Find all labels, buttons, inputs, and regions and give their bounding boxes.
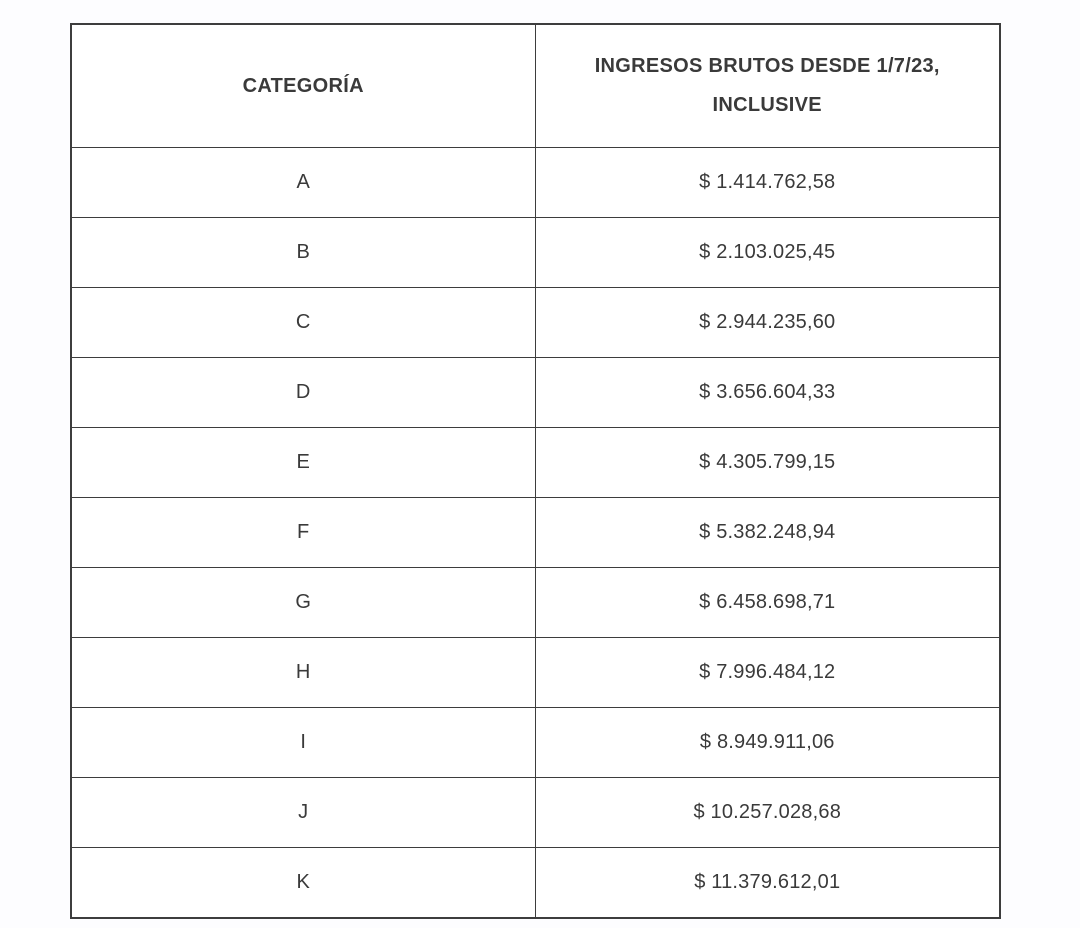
- table-row: [71, 428, 1000, 498]
- cell-category: B: [71, 218, 535, 288]
- cell-category: I: [71, 708, 535, 778]
- table-row: [71, 498, 1000, 568]
- table-row: [71, 638, 1000, 708]
- table-row: [71, 708, 1000, 778]
- table-row: [71, 218, 1000, 288]
- cell-amount: $ 2.103.025,45: [535, 218, 1000, 288]
- cell-amount: $ 2.944.235,60: [535, 288, 1000, 358]
- cell-category: A: [71, 148, 535, 218]
- column-header-ingresos-brutos: [535, 24, 1000, 148]
- table-header-row: [71, 24, 1000, 148]
- cell-category: J: [71, 778, 535, 848]
- table-row: [71, 288, 1000, 358]
- cell-amount: $ 7.996.484,12: [535, 638, 1000, 708]
- cell-amount: $ 8.949.911,06: [535, 708, 1000, 778]
- column-header-ingresos-brutos-line2: INCLUSIVE: [712, 94, 822, 116]
- cell-amount: $ 1.414.762,58: [535, 148, 1000, 218]
- table-body: [71, 148, 1000, 919]
- table-row: [71, 358, 1000, 428]
- cell-category: E: [71, 428, 535, 498]
- table-header: [71, 24, 1000, 148]
- table-row: [71, 778, 1000, 848]
- table-row: [71, 568, 1000, 638]
- table-row: [71, 148, 1000, 218]
- cell-category: H: [71, 638, 535, 708]
- cell-category: G: [71, 568, 535, 638]
- cell-amount: $ 4.305.799,15: [535, 428, 1000, 498]
- column-header-ingresos-brutos-line1: INGRESOS BRUTOS DESDE 1/7/23,: [594, 55, 940, 77]
- table-row: [71, 848, 1000, 919]
- cell-amount: $ 10.257.028,68: [535, 778, 1000, 848]
- cell-amount: $ 5.382.248,94: [535, 498, 1000, 568]
- cell-amount: $ 6.458.698,71: [535, 568, 1000, 638]
- gross-income-categories-table: [70, 23, 1001, 919]
- cell-category: D: [71, 358, 535, 428]
- cell-amount: $ 11.379.612,01: [535, 848, 1000, 919]
- cell-category: K: [71, 848, 535, 919]
- column-header-categoria: CATEGORÍA: [71, 24, 535, 148]
- cell-category: C: [71, 288, 535, 358]
- cell-amount: $ 3.656.604,33: [535, 358, 1000, 428]
- cell-category: F: [71, 498, 535, 568]
